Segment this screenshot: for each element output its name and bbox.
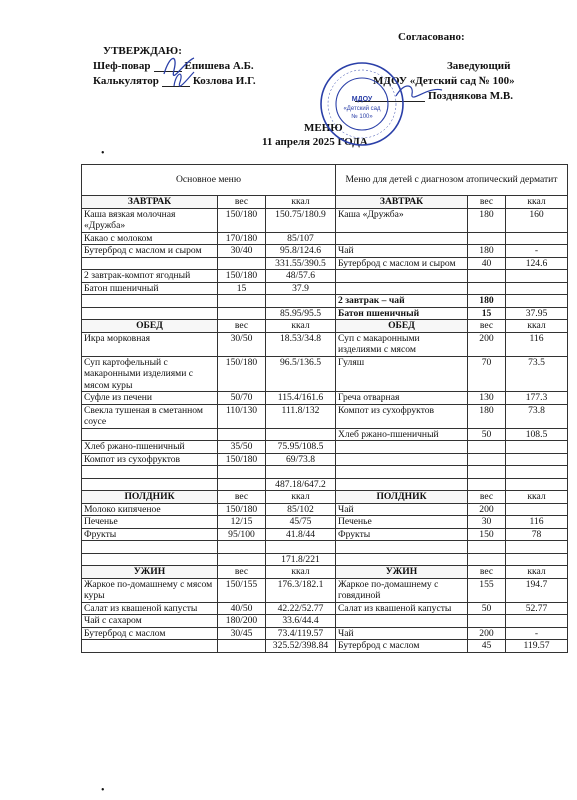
dish-weight (218, 307, 266, 320)
diet-dish-weight: 150 (468, 528, 506, 541)
diet-dish-kcal: 177.3 (506, 392, 568, 405)
diet-dish-kcal (506, 466, 568, 479)
diet-dish-weight (468, 270, 506, 283)
diet-dish-name (336, 270, 468, 283)
table-title-row (82, 165, 568, 196)
dish-weight: 150/155 (218, 578, 266, 602)
menu-date: 11 апреля 2025 ГОДА (262, 136, 368, 148)
dish-name: Какао с молоком (82, 232, 218, 245)
dish-kcal: 487.18/647.2 (266, 478, 336, 491)
dish-name: Свекла тушеная в сметанном соусе (82, 404, 218, 428)
menu-table (81, 164, 568, 653)
dish-weight (218, 257, 266, 270)
main-menu-title: Основное меню (82, 165, 336, 196)
calc-name: Козлова И.Г. (192, 75, 256, 87)
diet-dish-name: Жаркое по-домашнему с говядиной (336, 578, 468, 602)
dish-kcal: 176.3/182.1 (266, 578, 336, 602)
diet-dish-weight: 40 (468, 257, 506, 270)
col-weight-header: вес (218, 320, 266, 333)
dish-kcal: 41.8/44 (266, 528, 336, 541)
diet-dish-weight: 200 (468, 503, 506, 516)
diet-dish-kcal: 194.7 (506, 578, 568, 602)
dish-name: Суфле из печени (82, 392, 218, 405)
section-title: ЗАВТРАК (336, 196, 468, 209)
diet-dish-kcal (506, 478, 568, 491)
dish-name (82, 307, 218, 320)
dish-weight: 150/180 (218, 453, 266, 466)
dish-weight: 170/180 (218, 232, 266, 245)
col-weight-header: вес (218, 196, 266, 209)
diet-dish-kcal: 116 (506, 332, 568, 356)
dish-name: Суп картофельный с макаронными изделиями с мясом куры (82, 356, 218, 392)
dish-kcal: 85.95/95.5 (266, 307, 336, 320)
dish-kcal: 85/107 (266, 232, 336, 245)
table-row (82, 453, 568, 466)
dish-weight (218, 541, 266, 554)
table-row (82, 208, 568, 232)
section-header-snack (82, 491, 568, 504)
col-kcal-header: ккал (266, 566, 336, 579)
diet-dish-weight: 45 (468, 640, 506, 653)
chef-role: Шеф-повар (93, 60, 151, 72)
head-role: Заведующий (447, 60, 511, 72)
diet-dish-kcal (506, 282, 568, 295)
diet-dish-kcal: 37.95 (506, 307, 568, 320)
dish-weight: 95/100 (218, 528, 266, 541)
dish-kcal: 37.9 (266, 282, 336, 295)
col-kcal-header: ккал (266, 196, 336, 209)
dish-name: Икра морковная (82, 332, 218, 356)
dish-weight: 150/180 (218, 356, 266, 392)
diet-dish-weight (468, 232, 506, 245)
table-row (82, 441, 568, 454)
agreed-label: Согласовано: (398, 31, 465, 43)
table-row (82, 602, 568, 615)
table-row (82, 541, 568, 554)
diet-dish-weight: 50 (468, 602, 506, 615)
diet-dish-weight (468, 478, 506, 491)
diet-dish-kcal (506, 615, 568, 628)
dish-weight (218, 640, 266, 653)
dish-kcal: 18.53/34.8 (266, 332, 336, 356)
dish-name (82, 478, 218, 491)
official-stamp (318, 60, 406, 148)
dish-name: Печенье (82, 516, 218, 529)
dish-kcal: 115.4/161.6 (266, 392, 336, 405)
menu-table-body (82, 165, 568, 653)
section-title: УЖИН (82, 566, 218, 579)
diet-dish-weight: 180 (468, 295, 506, 308)
table-row (82, 627, 568, 640)
diet-dish-weight: 180 (468, 208, 506, 232)
diet-dish-kcal: 78 (506, 528, 568, 541)
col-kcal-header: ккал (266, 491, 336, 504)
diet-dish-name: Гуляш (336, 356, 468, 392)
section-header-dinner (82, 566, 568, 579)
diet-dish-kcal: 73.8 (506, 404, 568, 428)
diet-dish-name (336, 553, 468, 566)
dish-kcal: 111.8/132 (266, 404, 336, 428)
dish-kcal (266, 466, 336, 479)
col-kcal-header: ккал (266, 320, 336, 333)
diet-dish-name (336, 453, 468, 466)
dish-kcal: 48/57.6 (266, 270, 336, 283)
diet-dish-name: Бутерброд с маслом (336, 640, 468, 653)
dish-kcal: 96.5/136.5 (266, 356, 336, 392)
table-row (82, 295, 568, 308)
diet-dish-kcal: 119.57 (506, 640, 568, 653)
section-title: ОБЕД (336, 320, 468, 333)
table-row (82, 553, 568, 566)
diet-dish-name: Салат из квашеной капусты (336, 602, 468, 615)
dish-name (82, 553, 218, 566)
signature-scribble-calc (168, 68, 198, 90)
table-row (82, 640, 568, 653)
diet-dish-kcal: 160 (506, 208, 568, 232)
diet-dish-weight: 15 (468, 307, 506, 320)
table-row (82, 528, 568, 541)
dish-weight: 30/45 (218, 627, 266, 640)
dish-kcal: 69/73.8 (266, 453, 336, 466)
diet-dish-name: Чай (336, 245, 468, 258)
dish-name (82, 541, 218, 554)
mark-dot: • (101, 785, 105, 796)
diet-dish-name: Компот из сухофруктов (336, 404, 468, 428)
diet-dish-kcal (506, 453, 568, 466)
diet-dish-name: Каша «Дружба» (336, 208, 468, 232)
table-row (82, 466, 568, 479)
diet-dish-weight (468, 541, 506, 554)
dish-kcal: 95.8/124.6 (266, 245, 336, 258)
diet-dish-weight (468, 441, 506, 454)
dish-weight (218, 466, 266, 479)
dish-kcal: 150.75/180.9 (266, 208, 336, 232)
dish-name: Хлеб ржано-пшеничный (82, 441, 218, 454)
diet-dish-name (336, 232, 468, 245)
dish-kcal: 331.55/390.5 (266, 257, 336, 270)
table-row (82, 257, 568, 270)
section-header-breakfast (82, 196, 568, 209)
diet-dish-kcal (506, 270, 568, 283)
diet-dish-name: Суп с макаронными изделиями с мясом (336, 332, 468, 356)
dish-weight (218, 295, 266, 308)
col-weight-header: вес (218, 491, 266, 504)
dish-weight (218, 428, 266, 441)
diet-dish-kcal: - (506, 627, 568, 640)
section-title: ПОЛДНИК (82, 491, 218, 504)
table-row (82, 404, 568, 428)
dish-kcal (266, 295, 336, 308)
dish-name: Салат из квашеной капусты (82, 602, 218, 615)
diet-dish-name: Бутерброд с маслом и сыром (336, 257, 468, 270)
table-row (82, 392, 568, 405)
diet-dish-name: Батон пшеничный (336, 307, 468, 320)
col-weight-header: вес (468, 491, 506, 504)
col-kcal-header: ккал (506, 566, 568, 579)
dish-kcal (266, 428, 336, 441)
diet-dish-weight (468, 615, 506, 628)
dish-name: Чай с сахаром (82, 615, 218, 628)
dish-kcal: 33.6/44.4 (266, 615, 336, 628)
dish-weight: 180/200 (218, 615, 266, 628)
diet-dish-name: Чай (336, 503, 468, 516)
diet-dish-name: Греча отварная (336, 392, 468, 405)
diet-dish-weight: 130 (468, 392, 506, 405)
dish-weight: 15 (218, 282, 266, 295)
dish-name: Жаркое по-домашнему с мясом куры (82, 578, 218, 602)
diet-menu-title: Меню для детей с диагнозом атопический дерматит (336, 165, 568, 196)
diet-dish-name (336, 466, 468, 479)
approve-label: УТВЕРЖДАЮ: (103, 45, 182, 57)
institution-name: МДОУ «Детский сад № 100» (373, 75, 515, 87)
dish-kcal: 171.8/221 (266, 553, 336, 566)
diet-dish-weight: 180 (468, 404, 506, 428)
diet-dish-weight (468, 453, 506, 466)
dish-name: Бутерброд с маслом и сыром (82, 245, 218, 258)
diet-dish-weight: 70 (468, 356, 506, 392)
col-weight-header: вес (468, 566, 506, 579)
diet-dish-weight: 200 (468, 332, 506, 356)
diet-dish-kcal: 116 (506, 516, 568, 529)
diet-dish-kcal (506, 232, 568, 245)
dish-kcal: 45/75 (266, 516, 336, 529)
diet-dish-name: Фрукты (336, 528, 468, 541)
dish-kcal: 85/102 (266, 503, 336, 516)
diet-dish-kcal (506, 503, 568, 516)
table-row (82, 332, 568, 356)
table-row (82, 232, 568, 245)
table-row (82, 503, 568, 516)
svg-text:«Детский сад: «Детский сад (343, 106, 381, 112)
table-row (82, 478, 568, 491)
signature-scribble-head (392, 80, 448, 102)
dish-weight: 40/50 (218, 602, 266, 615)
diet-dish-weight (468, 466, 506, 479)
diet-dish-weight (468, 553, 506, 566)
diet-dish-name: Печенье (336, 516, 468, 529)
dish-weight (218, 553, 266, 566)
diet-dish-weight: 200 (468, 627, 506, 640)
section-title: ЗАВТРАК (82, 196, 218, 209)
dish-weight (218, 478, 266, 491)
dish-name: Компот из сухофруктов (82, 453, 218, 466)
dish-kcal: 325.52/398.84 (266, 640, 336, 653)
menu-title: МЕНЮ (304, 122, 343, 134)
dish-weight: 12/15 (218, 516, 266, 529)
diet-dish-kcal: 124.6 (506, 257, 568, 270)
dish-kcal: 75.95/108.5 (266, 441, 336, 454)
dish-weight: 50/70 (218, 392, 266, 405)
dish-weight: 35/50 (218, 441, 266, 454)
diet-dish-name (336, 478, 468, 491)
dish-kcal (266, 541, 336, 554)
diet-dish-kcal (506, 541, 568, 554)
table-row (82, 245, 568, 258)
svg-text:№ 100»: № 100» (351, 114, 373, 120)
dish-name (82, 640, 218, 653)
col-kcal-header: ккал (506, 320, 568, 333)
section-title: УЖИН (336, 566, 468, 579)
table-row (82, 307, 568, 320)
table-row (82, 578, 568, 602)
dish-name: Каша вязкая молочная «Дружба» (82, 208, 218, 232)
svg-text:МДОУ: МДОУ (351, 96, 373, 103)
diet-dish-kcal: 73.5 (506, 356, 568, 392)
diet-dish-name: Чай (336, 627, 468, 640)
dish-name (82, 257, 218, 270)
dish-name: 2 завтрак-компот ягодный (82, 270, 218, 283)
dish-kcal: 73.4/119.57 (266, 627, 336, 640)
diet-dish-weight: 50 (468, 428, 506, 441)
dish-name: Батон пшеничный (82, 282, 218, 295)
diet-dish-kcal: 108.5 (506, 428, 568, 441)
table-row (82, 356, 568, 392)
dish-name (82, 466, 218, 479)
table-row (82, 282, 568, 295)
diet-dish-kcal (506, 295, 568, 308)
mark-dot: • (101, 148, 105, 159)
diet-dish-kcal (506, 441, 568, 454)
dish-weight: 150/180 (218, 270, 266, 283)
diet-dish-weight (468, 282, 506, 295)
chef-name: Епишева А.Б. (184, 60, 254, 72)
diet-dish-weight: 180 (468, 245, 506, 258)
col-weight-header: вес (218, 566, 266, 579)
diet-dish-name: Хлеб ржано-пшеничный (336, 428, 468, 441)
diet-dish-weight: 30 (468, 516, 506, 529)
head-name: Позднякова М.В. (428, 90, 513, 102)
dish-name: Бутерброд с маслом (82, 627, 218, 640)
col-weight-header: вес (468, 320, 506, 333)
col-weight-header: вес (468, 196, 506, 209)
dish-name: Фрукты (82, 528, 218, 541)
calc-role: Калькулятор (93, 75, 159, 87)
diet-dish-weight: 155 (468, 578, 506, 602)
diet-dish-name (336, 441, 468, 454)
diet-dish-name: 2 завтрак – чай (336, 295, 468, 308)
table-row (82, 615, 568, 628)
diet-dish-kcal: - (506, 245, 568, 258)
col-kcal-header: ккал (506, 491, 568, 504)
dish-weight: 150/180 (218, 503, 266, 516)
diet-dish-name (336, 541, 468, 554)
section-header-lunch (82, 320, 568, 333)
table-row (82, 270, 568, 283)
diet-dish-name (336, 282, 468, 295)
col-kcal-header: ккал (506, 196, 568, 209)
dish-weight: 30/50 (218, 332, 266, 356)
dish-weight: 30/40 (218, 245, 266, 258)
dish-weight: 110/130 (218, 404, 266, 428)
diet-dish-kcal (506, 553, 568, 566)
table-row (82, 516, 568, 529)
dish-name: Молоко кипяченое (82, 503, 218, 516)
section-title: ПОЛДНИК (336, 491, 468, 504)
table-row (82, 428, 568, 441)
dish-kcal: 42.22/52.77 (266, 602, 336, 615)
section-title: ОБЕД (82, 320, 218, 333)
dish-weight: 150/180 (218, 208, 266, 232)
diet-dish-name (336, 615, 468, 628)
dish-name (82, 428, 218, 441)
diet-dish-kcal: 52.77 (506, 602, 568, 615)
dish-name (82, 295, 218, 308)
